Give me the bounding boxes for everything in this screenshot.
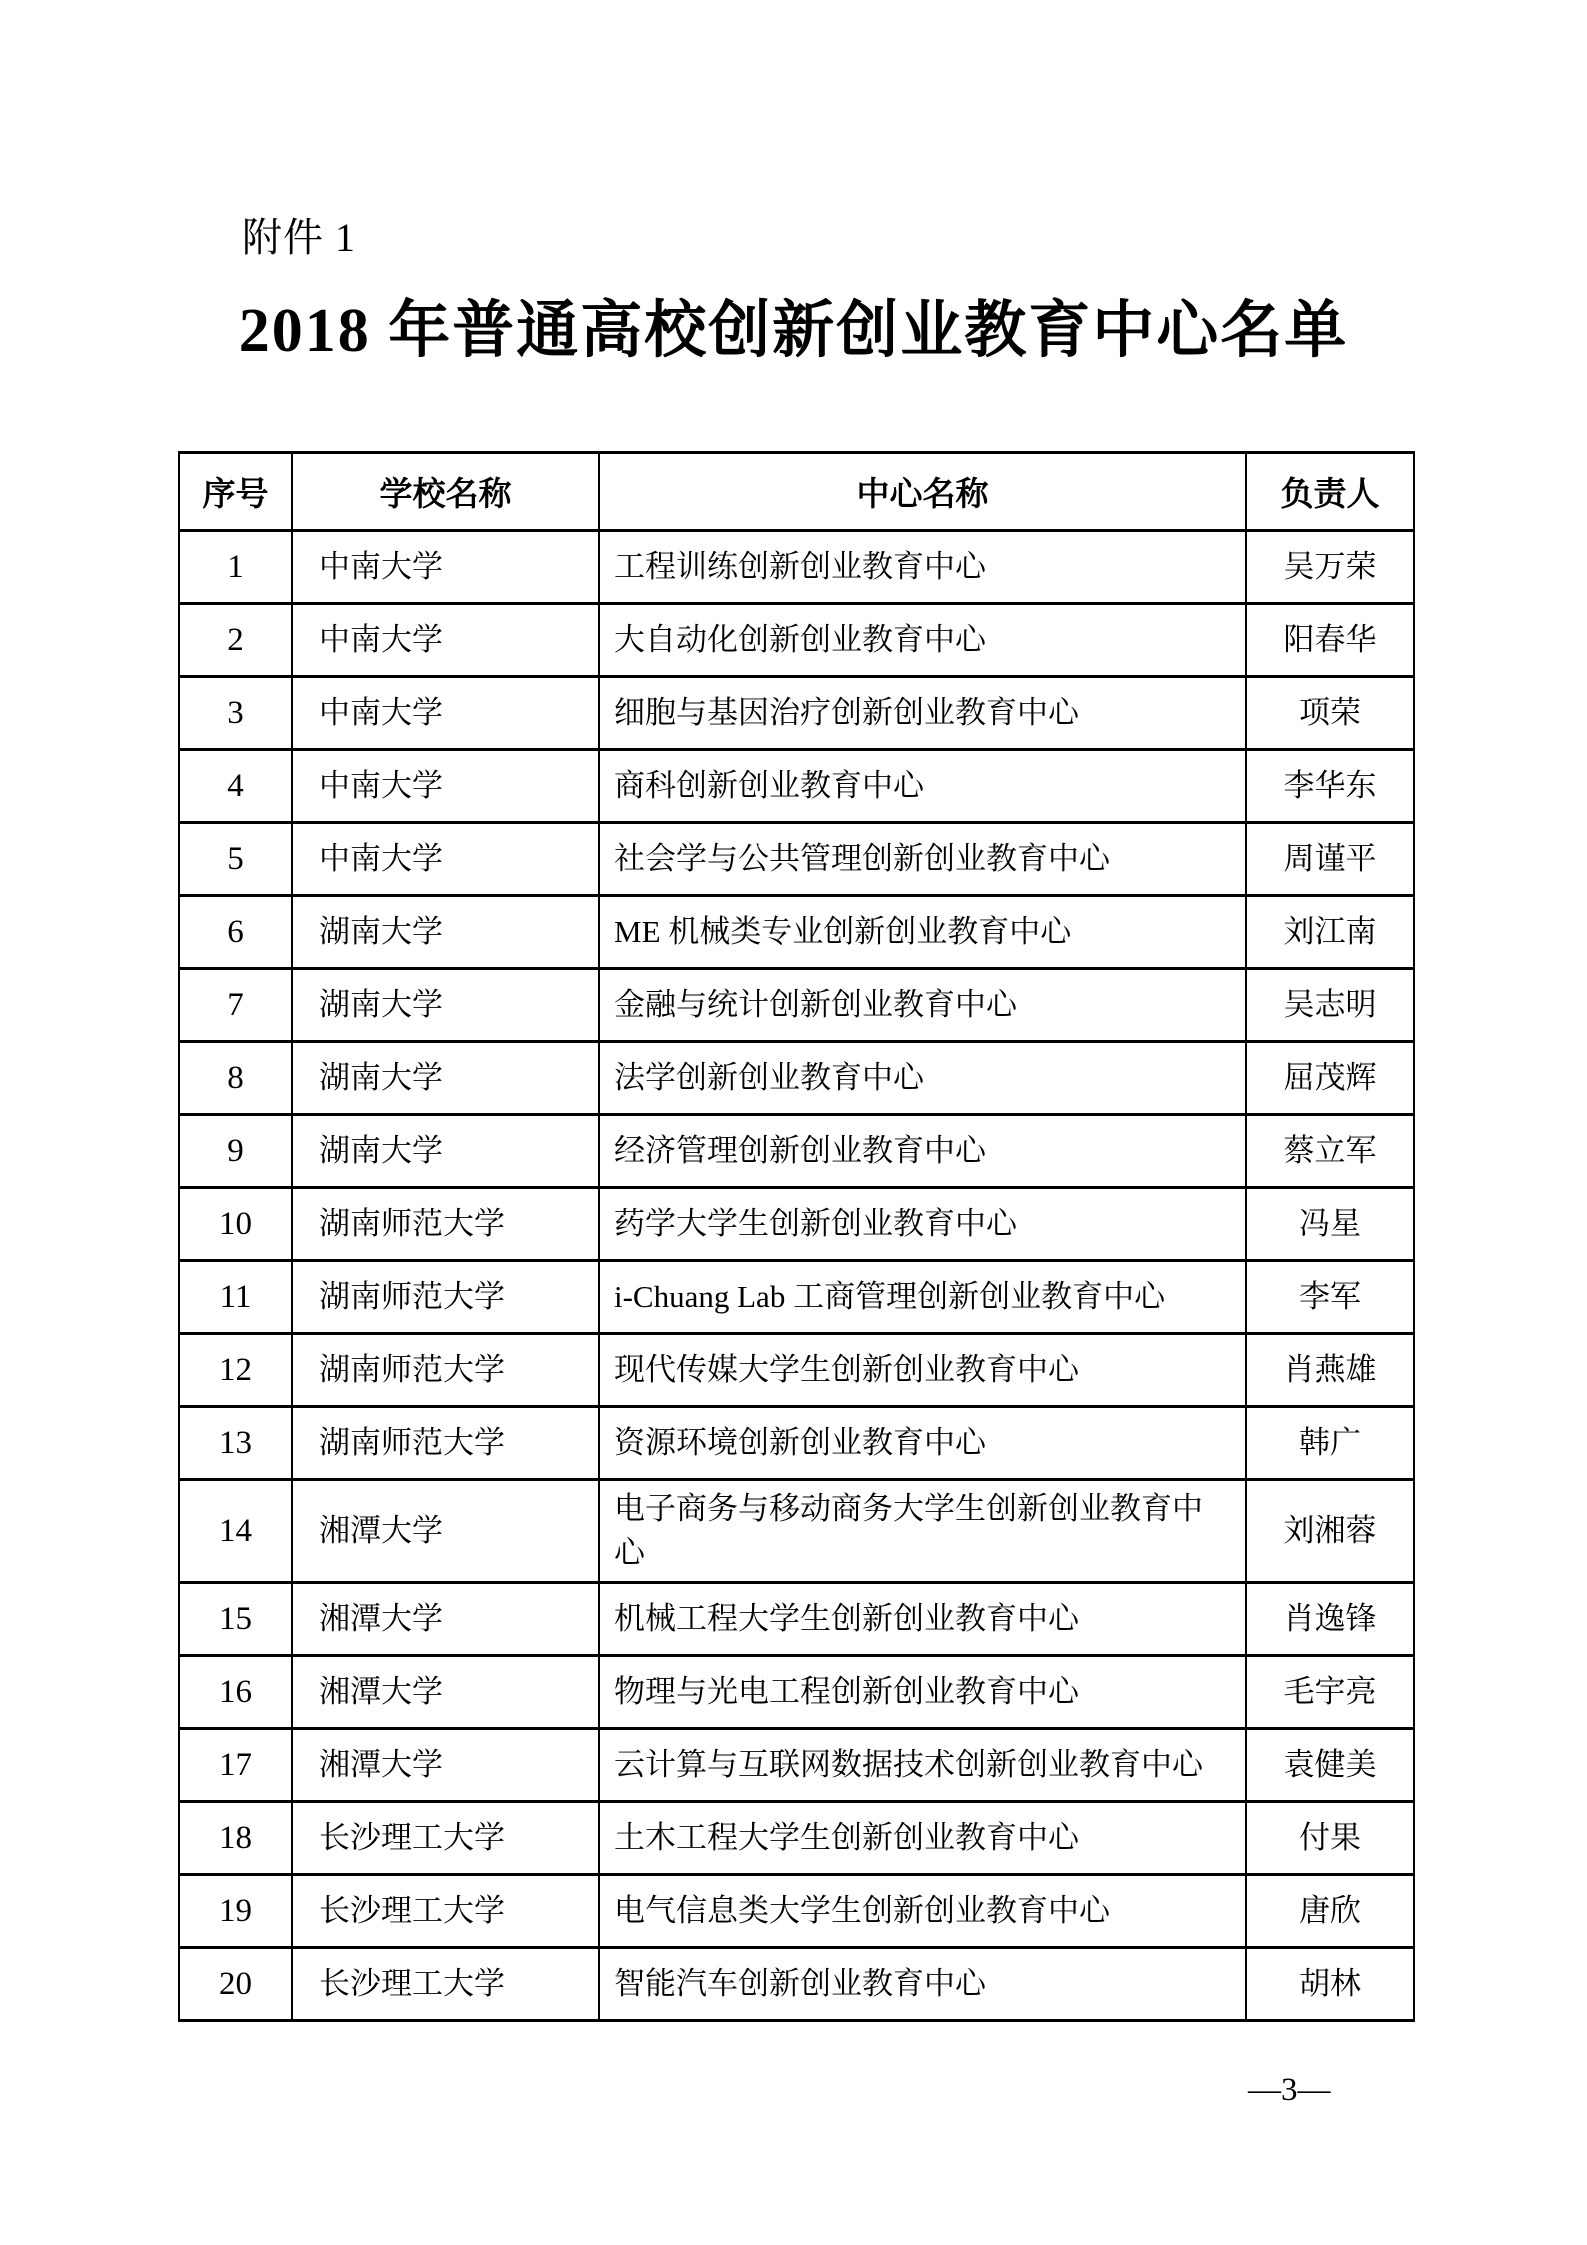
table-row xyxy=(179,896,1414,969)
cell-person: 屈茂辉 xyxy=(1246,1042,1414,1115)
header-school: 学校名称 xyxy=(292,453,599,531)
cell-person: 毛宇亮 xyxy=(1246,1656,1414,1729)
table-row xyxy=(179,823,1414,896)
cell-no: 11 xyxy=(179,1261,292,1334)
cell-person: 袁健美 xyxy=(1246,1729,1414,1802)
cell-center: 电气信息类大学生创新创业教育中心 xyxy=(599,1875,1246,1948)
cell-center: 经济管理创新创业教育中心 xyxy=(599,1115,1246,1188)
cell-school: 湘潭大学 xyxy=(292,1729,599,1802)
table-row xyxy=(179,1583,1414,1656)
page-number: —3— xyxy=(1248,2072,1331,2108)
cell-no: 19 xyxy=(179,1875,292,1948)
cell-no: 20 xyxy=(179,1948,292,2021)
cell-no: 2 xyxy=(179,604,292,677)
cell-center: i-Chuang Lab 工商管理创新创业教育中心 xyxy=(599,1261,1246,1334)
table-row xyxy=(179,1875,1414,1948)
cell-person: 项荣 xyxy=(1246,677,1414,750)
cell-person: 周谨平 xyxy=(1246,823,1414,896)
cell-no: 8 xyxy=(179,1042,292,1115)
cell-school: 湘潭大学 xyxy=(292,1583,599,1656)
cell-school: 中南大学 xyxy=(292,750,599,823)
cell-no: 13 xyxy=(179,1407,292,1480)
cell-no: 3 xyxy=(179,677,292,750)
cell-person: 肖燕雄 xyxy=(1246,1334,1414,1407)
cell-no: 15 xyxy=(179,1583,292,1656)
cell-center: 金融与统计创新创业教育中心 xyxy=(599,969,1246,1042)
cell-person: 蔡立军 xyxy=(1246,1115,1414,1188)
cell-person: 李华东 xyxy=(1246,750,1414,823)
cell-no: 5 xyxy=(179,823,292,896)
cell-person: 刘江南 xyxy=(1246,896,1414,969)
cell-person: 韩广 xyxy=(1246,1407,1414,1480)
cell-center: 物理与光电工程创新创业教育中心 xyxy=(599,1656,1246,1729)
table-row xyxy=(179,1729,1414,1802)
cell-center: 商科创新创业教育中心 xyxy=(599,750,1246,823)
table-row xyxy=(179,531,1414,604)
cell-school: 湖南大学 xyxy=(292,896,599,969)
cell-no: 18 xyxy=(179,1802,292,1875)
cell-school: 湖南大学 xyxy=(292,969,599,1042)
cell-center: 云计算与互联网数据技术创新创业教育中心 xyxy=(599,1729,1246,1802)
table-header-row xyxy=(179,453,1414,531)
cell-school: 长沙理工大学 xyxy=(292,1875,599,1948)
attachment-label: 附件 1 xyxy=(242,215,356,260)
cell-person: 吴志明 xyxy=(1246,969,1414,1042)
cell-no: 7 xyxy=(179,969,292,1042)
cell-center: 社会学与公共管理创新创业教育中心 xyxy=(599,823,1246,896)
table-row xyxy=(179,1480,1414,1583)
table-row xyxy=(179,1407,1414,1480)
cell-center: ME 机械类专业创新创业教育中心 xyxy=(599,896,1246,969)
cell-school: 湖南师范大学 xyxy=(292,1261,599,1334)
table-row xyxy=(179,1042,1414,1115)
cell-person: 付果 xyxy=(1246,1802,1414,1875)
cell-person: 胡林 xyxy=(1246,1948,1414,2021)
cell-person: 阳春华 xyxy=(1246,604,1414,677)
cell-no: 12 xyxy=(179,1334,292,1407)
cell-center: 大自动化创新创业教育中心 xyxy=(599,604,1246,677)
cell-no: 14 xyxy=(179,1480,292,1583)
table-row xyxy=(179,604,1414,677)
cell-person: 肖逸锋 xyxy=(1246,1583,1414,1656)
cell-no: 10 xyxy=(179,1188,292,1261)
cell-center: 电子商务与移动商务大学生创新创业教育中心 xyxy=(599,1480,1246,1583)
cell-no: 16 xyxy=(179,1656,292,1729)
table-row xyxy=(179,969,1414,1042)
cell-school: 湖南师范大学 xyxy=(292,1334,599,1407)
cell-no: 9 xyxy=(179,1115,292,1188)
table-row xyxy=(179,1948,1414,2021)
cell-school: 湖南大学 xyxy=(292,1042,599,1115)
cell-center: 资源环境创新创业教育中心 xyxy=(599,1407,1246,1480)
cell-school: 中南大学 xyxy=(292,531,599,604)
cell-school: 湖南师范大学 xyxy=(292,1407,599,1480)
cell-center: 机械工程大学生创新创业教育中心 xyxy=(599,1583,1246,1656)
cell-person: 吴万荣 xyxy=(1246,531,1414,604)
table-row xyxy=(179,677,1414,750)
cell-center: 细胞与基因治疗创新创业教育中心 xyxy=(599,677,1246,750)
table-row xyxy=(179,750,1414,823)
header-no: 序号 xyxy=(179,453,292,531)
cell-no: 1 xyxy=(179,531,292,604)
header-center: 中心名称 xyxy=(599,453,1246,531)
cell-school: 湖南师范大学 xyxy=(292,1188,599,1261)
cell-school: 中南大学 xyxy=(292,604,599,677)
cell-center: 法学创新创业教育中心 xyxy=(599,1042,1246,1115)
cell-school: 中南大学 xyxy=(292,677,599,750)
table-row xyxy=(179,1188,1414,1261)
centers-table xyxy=(178,451,1415,2022)
cell-no: 6 xyxy=(179,896,292,969)
cell-school: 中南大学 xyxy=(292,823,599,896)
cell-person: 唐欣 xyxy=(1246,1875,1414,1948)
cell-no: 17 xyxy=(179,1729,292,1802)
cell-person: 李军 xyxy=(1246,1261,1414,1334)
table-row xyxy=(179,1334,1414,1407)
table-row xyxy=(179,1656,1414,1729)
cell-center: 现代传媒大学生创新创业教育中心 xyxy=(599,1334,1246,1407)
cell-center: 智能汽车创新创业教育中心 xyxy=(599,1948,1246,2021)
cell-school: 湖南大学 xyxy=(292,1115,599,1188)
cell-center: 土木工程大学生创新创业教育中心 xyxy=(599,1802,1246,1875)
cell-center: 药学大学生创新创业教育中心 xyxy=(599,1188,1246,1261)
table-row xyxy=(179,1261,1414,1334)
cell-school: 湘潭大学 xyxy=(292,1656,599,1729)
cell-person: 冯星 xyxy=(1246,1188,1414,1261)
page-title: 2018 年普通高校创新创业教育中心名单 xyxy=(238,297,1349,365)
table-row xyxy=(179,1802,1414,1875)
cell-no: 4 xyxy=(179,750,292,823)
header-person: 负责人 xyxy=(1246,453,1414,531)
table-row xyxy=(179,1115,1414,1188)
cell-center: 工程训练创新创业教育中心 xyxy=(599,531,1246,604)
cell-school: 长沙理工大学 xyxy=(292,1948,599,2021)
cell-person: 刘湘蓉 xyxy=(1246,1480,1414,1583)
cell-school: 长沙理工大学 xyxy=(292,1802,599,1875)
cell-school: 湘潭大学 xyxy=(292,1480,599,1583)
